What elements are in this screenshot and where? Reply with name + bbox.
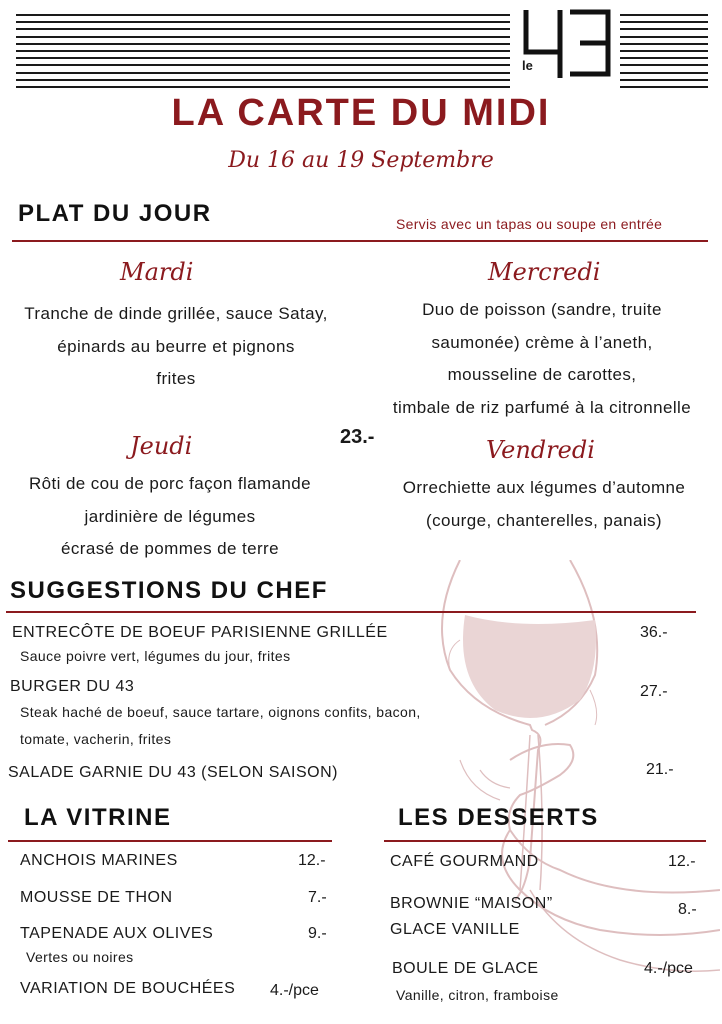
section-divider <box>12 240 708 242</box>
dessert-name: CAFÉ GOURMAND <box>390 853 539 870</box>
vitrine-item-price: 4.-/pce <box>270 982 319 999</box>
section-heading-vitrine: LA VITRINE <box>24 804 172 831</box>
suggestion-name: BURGER DU 43 <box>10 678 135 695</box>
dessert-price: 4.-/pce <box>644 960 693 977</box>
vitrine-item-price: 9.- <box>308 925 327 942</box>
header-stripes-right <box>620 14 708 76</box>
day-label-jeudi: Jeudi <box>130 432 193 460</box>
day-label-mercredi: Mercredi <box>488 258 601 286</box>
dish-line: épinards au beurre et pignons <box>57 336 295 356</box>
vitrine-item-name: TAPENADE AUX OLIVES <box>20 925 214 942</box>
vitrine-item-name: MOUSSE DE THON <box>20 889 173 906</box>
dish-line: frites <box>156 369 196 388</box>
day-label-mardi: Mardi <box>120 258 194 286</box>
suggestion-name: ENTRECÔTE DE BOEUF PARISIENNE GRILLÉE <box>12 624 388 641</box>
day-label-vendredi: Vendredi <box>486 436 595 464</box>
dish-line: Tranche de dinde grillée, sauce Satay, <box>24 304 328 323</box>
suggestion-desc: tomate, vacherin, frites <box>20 731 172 747</box>
suggestion-price: 27.- <box>640 683 668 700</box>
logo <box>520 8 614 78</box>
section-divider <box>6 611 696 613</box>
vitrine-item-name: ANCHOIS MARINES <box>20 852 178 869</box>
dessert-name-line2: GLACE VANILLE <box>390 921 520 938</box>
suggestion-desc: Steak haché de boeuf, sauce tartare, oignons confits, bacon, <box>20 704 421 720</box>
dish-line: (courge, chanterelles, panais) <box>426 510 662 530</box>
vitrine-item-name: VARIATION DE BOUCHÉES <box>20 980 236 997</box>
section-heading-plat-du-jour: PLAT DU JOUR <box>18 200 212 227</box>
dish-jeudi <box>0 468 340 566</box>
dessert-name: BROWNIE “MAISON” <box>390 895 553 912</box>
suggestion-price: 21.- <box>646 761 674 778</box>
suggestion-name: SALADE GARNIE DU 43 (SELON SAISON) <box>8 764 338 781</box>
logo-prefix: le <box>522 58 533 73</box>
vitrine-item-desc: Vertes ou noires <box>26 949 134 965</box>
section-heading-suggestions: SUGGESTIONS DU CHEF <box>10 577 328 604</box>
dish-line: Duo de poisson (sandre, truite <box>422 300 662 319</box>
date-range: Du 16 au 19 Septembre <box>228 148 494 173</box>
dish-line: Orrechiette aux légumes d’automne <box>402 478 686 497</box>
header-stripes-left <box>16 14 510 76</box>
suggestion-price: 36.- <box>640 624 668 641</box>
wine-glass-illustration <box>420 560 720 1020</box>
dish-line: Rôti de cou de porc façon flamande <box>29 474 311 493</box>
dish-line: jardinière de légumes <box>84 506 256 526</box>
plat-du-jour-note: Servis avec un tapas ou soupe en entrée <box>396 216 663 232</box>
dessert-desc: Vanille, citron, framboise <box>396 987 559 1003</box>
dessert-name: BOULE DE GLACE <box>392 960 539 977</box>
vitrine-item-price: 12.- <box>298 852 326 869</box>
dish-line: mousseline de carottes, <box>447 365 637 384</box>
dish-mardi <box>0 298 352 396</box>
dish-line: saumonée) crème à l’aneth, <box>431 332 653 352</box>
section-heading-desserts: LES DESSERTS <box>398 804 599 831</box>
suggestion-desc: Sauce poivre vert, légumes du jour, frites <box>20 648 291 664</box>
vitrine-item-price: 7.- <box>308 889 327 906</box>
section-divider <box>8 840 332 842</box>
dish-line: timbale de riz parfumé à la citronnelle <box>392 397 692 417</box>
dish-vendredi <box>372 472 716 537</box>
dessert-price: 12.- <box>668 853 696 870</box>
dish-mercredi <box>366 294 718 424</box>
dessert-price: 8.- <box>678 901 697 918</box>
logo-43-mark <box>520 8 614 78</box>
section-divider <box>384 840 706 842</box>
page-title: LA CARTE DU MIDI <box>171 92 551 134</box>
plat-du-jour-price: 23.- <box>340 426 375 448</box>
dish-line: écrasé de pommes de terre <box>61 539 279 558</box>
